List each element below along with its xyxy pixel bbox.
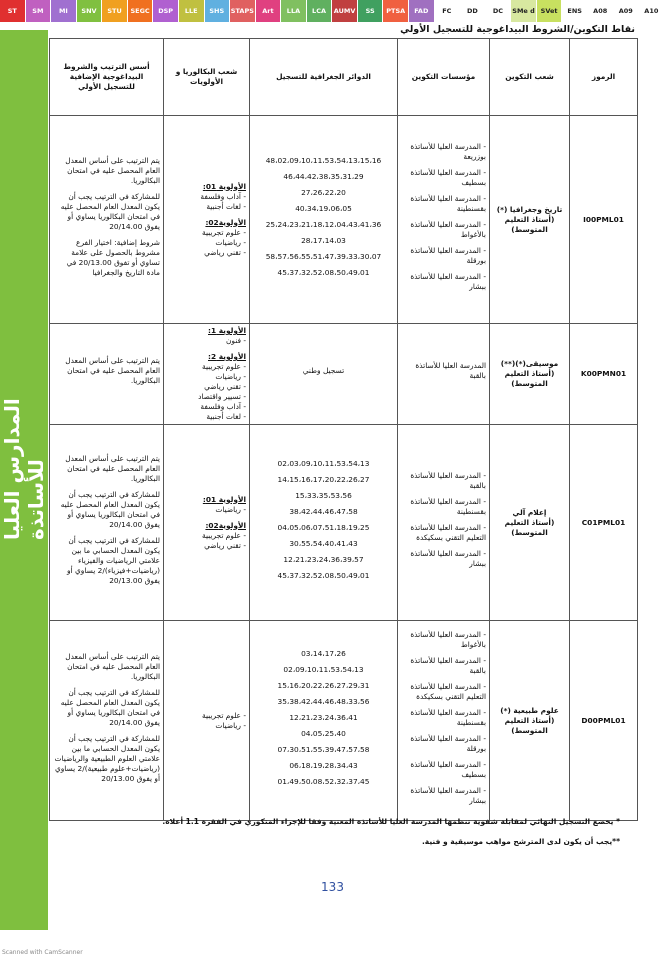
zone-list: 48،02،09،10،11،53،54،13،15،16 xyxy=(265,155,382,165)
bac-stream-item: - رياضيات xyxy=(215,504,246,514)
cell-branch xyxy=(490,425,570,621)
zone-list: 02،09،10،11،53،54،13 xyxy=(283,664,364,674)
stream-tab: PTSA xyxy=(383,0,409,22)
bac-stream-item: - رياضيات xyxy=(215,237,246,247)
zone-list: 28،17،14،03 xyxy=(301,235,346,245)
stream-tab: STAPS xyxy=(230,0,256,22)
zone-list: 04،05،06،07،51،18،19،25 xyxy=(277,522,370,532)
priority-2-title: الأولوية 2: xyxy=(208,352,246,361)
stream-tab: FC xyxy=(435,0,461,22)
stream-tab: MI xyxy=(51,0,77,22)
cell-code xyxy=(570,425,638,621)
cell-code xyxy=(570,324,638,425)
condition-text: للمشاركة في الترتيب يجب أن يكون المعدل العام المحصل عليه في امتحان البكالوريا يساوي أو يفوق 20/14.00 xyxy=(60,191,160,231)
branch-name: تاريخ وجغرافيا (*) xyxy=(496,204,563,214)
condition-text: يتم الترتيب على أساس المعدل العام المحصل عليه في امتحان البكالوريا. xyxy=(65,453,160,483)
zone-list: 45،37،32،52،08،50،49،01 xyxy=(277,267,370,277)
branch-name: موسيقى(*)(**) xyxy=(500,359,559,368)
condition-text: للمشاركة في الترتيب يجب أن يكون المعدل الحسابي ما بين علامتي العلوم الطبيعية والرياضيات (رياضيات+علوم طبيعية)/2 يساوي أو يفوق 20/13.00 xyxy=(54,733,160,783)
stream-tab: STU xyxy=(102,0,128,22)
zone-list: 30،55،54،40،41،43 xyxy=(289,538,358,548)
cell-code xyxy=(570,621,638,821)
page-header-title: نقاط التكوين/الشروط البيداغوجية للتسجيل الأولي xyxy=(400,24,635,35)
institution-item: - المدرسة العليا للأساتذة التعليم التقني بسكيكدة xyxy=(410,681,486,701)
formation-code: C01PML01 xyxy=(581,517,626,527)
cell-institutions xyxy=(398,324,490,425)
cell-bac-priorities xyxy=(164,116,250,324)
bac-stream-item: - لغات أجنبية xyxy=(206,201,246,211)
stream-tab: SVet xyxy=(537,0,563,22)
institution-item: - المدرسة العليا للأساتذة بسطيف xyxy=(410,167,486,187)
bac-stream-item: - علوم تجريبية xyxy=(201,710,246,720)
stream-tab: SS xyxy=(358,0,384,22)
zone-list: 40،34،19،06،05 xyxy=(295,203,352,213)
stream-tab: SMe d xyxy=(511,0,537,22)
condition-text: للمشاركة في الترتيب يجب أن يكون المعدل العام المحصل عليه في امتحان البكالوريا يساوي أو يفوق 20/14.00 xyxy=(60,687,160,727)
bac-stream-item: - تسيير واقتصاد xyxy=(198,392,246,401)
table-header-row xyxy=(50,39,638,116)
cell-zones xyxy=(250,324,398,425)
branch-name: إعلام آلي xyxy=(512,507,547,517)
bac-stream-item: - رياضيات xyxy=(215,720,246,730)
bac-stream-item: - علوم تجريبية xyxy=(201,530,246,540)
zone-list: 27،26،22،20 xyxy=(301,187,346,197)
stream-tab: AUMV xyxy=(332,0,358,22)
scanner-watermark: Scanned with CamScanner xyxy=(2,949,83,956)
condition-text: يتم الترتيب على أساس المعدل العام المحصل عليه في امتحان البكالوريا. xyxy=(65,356,160,385)
priority-1-title: الأولوية 01: xyxy=(202,494,246,504)
priority-2-title: الأولوية02: xyxy=(205,217,246,227)
side-banner xyxy=(0,30,48,930)
condition-text: شروط إضافية: اختيار الفرع مشروط بالحصول على علامة تساوي أو تفوق 20/13.00 في مادة التاريخ والجغرافيا xyxy=(66,237,160,277)
side-banner-title: المدارس العليا للأساتذة xyxy=(0,398,48,540)
branch-subtitle: (أستاذ التعليم المتوسط) xyxy=(504,715,555,735)
institution-item: - المدرسة العليا للأساتذة بقسنطينة xyxy=(410,193,486,213)
formation-code: K00PMN01 xyxy=(580,369,627,378)
bac-stream-item: - آداب وفلسفة xyxy=(200,191,246,201)
cell-branch xyxy=(490,324,570,425)
zone-list: 58،57،56،55،51،47،39،33،30،07 xyxy=(265,251,382,261)
institution-item: - المدرسة العليا للأساتذة التعليم التقني بسكيكدة xyxy=(410,522,486,542)
bac-stream-item: - علوم تجريبية xyxy=(201,227,246,237)
zone-list: 12،21،23،24،36،41 xyxy=(289,712,358,722)
stream-tab: DD xyxy=(460,0,486,22)
bac-stream-item: - علوم تجريبية xyxy=(201,362,246,371)
branch-subtitle: (أستاذ التعليم المتوسط) xyxy=(504,369,555,388)
branch-subtitle: (أستاذ التعليم المتوسط) xyxy=(504,214,555,234)
zone-list: 35،38،42،44،46،48،33،56 xyxy=(277,696,370,706)
col-zones-header: الدوائر الجغرافية للتسجيل xyxy=(250,39,398,116)
cell-conditions xyxy=(50,116,164,324)
cell-zones xyxy=(250,425,398,621)
cell-institutions xyxy=(398,621,490,821)
cell-conditions xyxy=(50,324,164,425)
zone-list: 38،42،44،46،47،58 xyxy=(289,506,358,516)
condition-text: يتم الترتيب على أساس المعدل العام المحصل عليه في امتحان البكالوريا. xyxy=(65,155,160,185)
institution-item: - المدرسة العليا للأساتذة ببشار xyxy=(410,548,486,568)
institution-item: - المدرسة العليا للأساتذة بالأغواط xyxy=(410,629,486,649)
institution-item: - المدرسة العليا للأساتذة بورقلة xyxy=(410,733,486,753)
table-row xyxy=(50,116,638,324)
stream-tab: A09 xyxy=(614,0,640,22)
stream-tab: SNV xyxy=(77,0,103,22)
footnote-oral-interview: * يخضع التسجيل النهائي لمقابلة شفوية تنظمها المدرسة العليا للأساتذة المعنية وفقا للإجراء المتكوري في الفقرة 1.1 أعلاه. xyxy=(162,817,620,826)
stream-tab: ST xyxy=(0,0,26,22)
cell-code xyxy=(570,116,638,324)
stream-tab: Art xyxy=(256,0,282,22)
formation-code: D00PML01 xyxy=(581,715,626,725)
bac-stream-item: - تقني رياضي xyxy=(204,382,246,391)
cell-zones xyxy=(250,621,398,821)
table-row xyxy=(50,324,638,425)
zone-list: 15،33،35،53،56 xyxy=(295,490,352,500)
table-row xyxy=(50,621,638,821)
zone-list: تسجيل وطني xyxy=(302,366,345,375)
condition-text: للمشاركة في الترتيب يجب أن يكون المعدل الحسابي ما بين علامتي الرياضيات والفيزياء (رياضيات+فيزياء)/2 يساوي أو يفوق 20/13.00 xyxy=(67,535,160,585)
zone-list: 25،24،23،21،18،12،04،43،41،36 xyxy=(265,219,382,229)
branch-name: علوم طبيعية (*) xyxy=(500,705,559,715)
formation-table xyxy=(49,38,638,821)
institution-item: - المدرسة العليا للأساتذة بقسنطينة xyxy=(410,707,486,727)
stream-tab: DSP xyxy=(153,0,179,22)
bac-stream-item: - فنون xyxy=(225,336,246,345)
col-bac-header: شعب البكالوريا و الأولويات xyxy=(164,39,250,116)
formation-code: I00PML01 xyxy=(583,214,624,224)
stream-tab: ENS xyxy=(562,0,588,22)
zone-list: 12،21،23،24،36،39،57 xyxy=(283,554,364,564)
condition-text: يتم الترتيب على أساس المعدل العام المحصل عليه في امتحان البكالوريا. xyxy=(65,651,160,681)
cell-branch xyxy=(490,621,570,821)
stream-tab: FAD xyxy=(409,0,435,22)
institution-item: - المدرسة العليا للأساتذة بورقلة xyxy=(410,245,486,265)
cell-branch xyxy=(490,116,570,324)
priority-2-title: الأولوية02: xyxy=(205,520,246,530)
stream-tab: A08 xyxy=(588,0,614,22)
bac-stream-item: - تقني رياضي xyxy=(204,540,246,550)
institution-item: - المدرسة العليا للأساتذة ببشار xyxy=(410,271,486,291)
bac-stream-item: - تقني رياضي xyxy=(204,247,246,257)
institution-item: - المدرسة العليا للأساتذة بوزريعة xyxy=(410,141,486,161)
cell-conditions xyxy=(50,425,164,621)
page-number: 133 xyxy=(321,880,344,894)
zone-list: 46،44،42،38،35،31،29 xyxy=(283,171,364,181)
cell-institutions xyxy=(398,425,490,621)
cell-zones xyxy=(250,116,398,324)
table-row xyxy=(50,425,638,621)
cell-conditions xyxy=(50,621,164,821)
bac-stream-item: - رياضيات xyxy=(215,372,246,381)
institution-item: - المدرسة العليا للأساتذة بالأغواط xyxy=(410,219,486,239)
stream-tab: LLE xyxy=(179,0,205,22)
cell-bac-priorities xyxy=(164,621,250,821)
stream-tab: A10 xyxy=(639,0,665,22)
institution-item: - المدرسة العليا للأساتذة ببشار xyxy=(410,785,486,805)
branch-subtitle: (أستاذ التعليم المتوسط) xyxy=(504,517,555,537)
col-conditions-header: أسس الترتيب والشروط البيداغوجية الإضافية للتسجيل الأولي xyxy=(50,39,164,116)
col-institutions-header: مؤسسات التكوين xyxy=(398,39,490,116)
institution-item: - المدرسة العليا للأساتذة بقسنطينة xyxy=(410,496,486,516)
institution-item: - المدرسة العليا للأساتذة بسطيف xyxy=(410,759,486,779)
stream-tab: LCA xyxy=(307,0,333,22)
institution-item: - المدرسة العليا للأساتذة بالقبة xyxy=(410,470,486,490)
bac-stream-item: - آداب وفلسفة xyxy=(200,402,246,411)
stream-tab: SEGC xyxy=(128,0,154,22)
col-branch-header: شعب التكوين xyxy=(490,39,570,116)
cell-bac-priorities xyxy=(164,324,250,425)
bac-stream-item: - لغات أجنبية xyxy=(206,412,246,421)
condition-text: للمشاركة في الترتيب يجب أن يكون المعدل العام المحصل عليه في امتحان البكالوريا يساوي أو يفوق 20/14.00 xyxy=(60,489,160,529)
stream-tab: LLA xyxy=(281,0,307,22)
zone-list: 02،03،09،10،11،53،54،13 xyxy=(277,458,370,468)
zone-list: 45،37،32،52،08،50،49،01 xyxy=(277,570,370,580)
zone-list: 14،15،16،17،20،22،26،27 xyxy=(277,474,370,484)
priority-1-title: الأولوية 1: xyxy=(208,326,246,335)
footnote-music-talent: **يجب أن يكون لدى المترشح مواهب موسيقية و فنية. xyxy=(421,837,620,846)
zone-list: 01،49،50،08،52،32،37،45 xyxy=(277,776,370,786)
zone-list: 06،18،19،28،34،43 xyxy=(289,760,358,770)
institution-item: - المدرسة العليا للأساتذة بالقبة xyxy=(410,655,486,675)
col-code-header: الرموز xyxy=(570,39,638,116)
priority-1-title: الأولوية 01: xyxy=(202,181,246,191)
zone-list: 04،05،25،40 xyxy=(301,728,346,738)
stream-tab: SM xyxy=(26,0,52,22)
zone-list: 03،14،17،26 xyxy=(301,648,346,658)
cell-bac-priorities xyxy=(164,425,250,621)
stream-tab: SHS xyxy=(205,0,231,22)
zone-list: 07،30،51،55،39،47،57،58 xyxy=(277,744,370,754)
stream-tab-bar xyxy=(0,0,665,24)
institution-item: المدرسة العليا للأساتذة بالقبة xyxy=(415,361,486,380)
stream-tab: DC xyxy=(486,0,512,22)
zone-list: 15،16،20،22،26،27،29،31 xyxy=(277,680,370,690)
cell-institutions xyxy=(398,116,490,324)
